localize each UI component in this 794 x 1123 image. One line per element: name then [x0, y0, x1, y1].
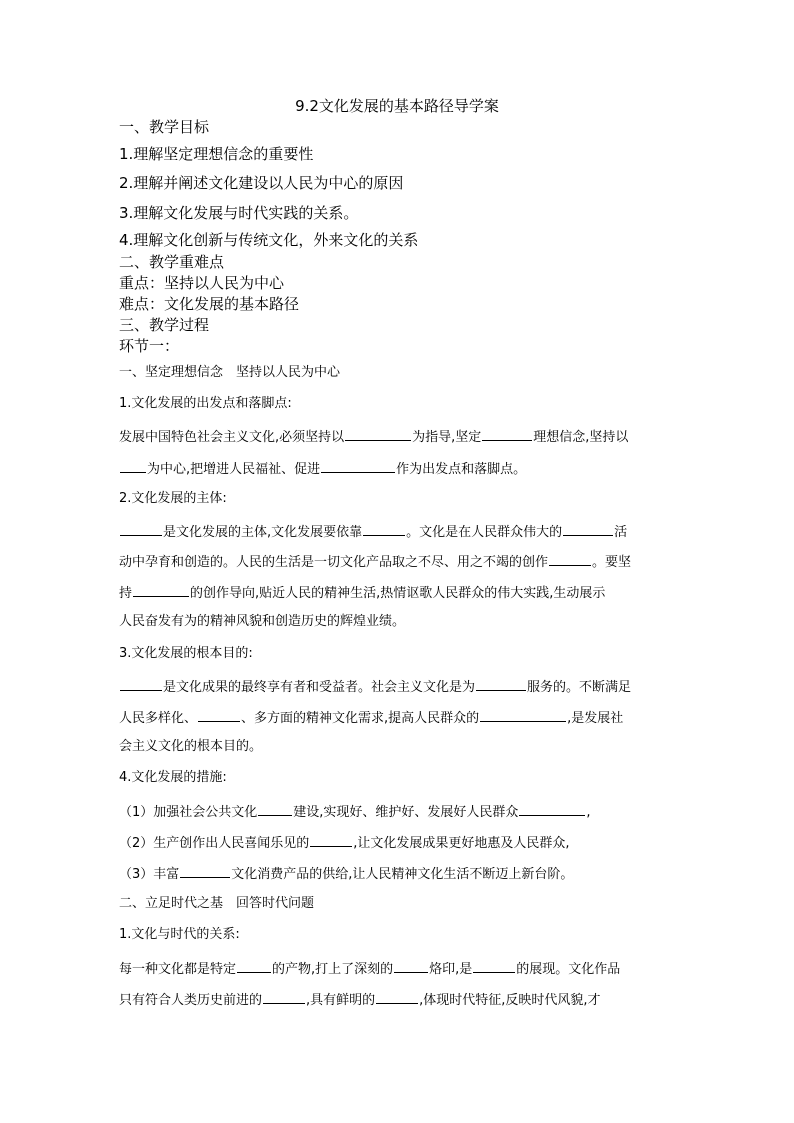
question-title: 1.文化与时代的关系: — [119, 927, 240, 942]
section-heading-process: 三、教学过程 — [119, 316, 210, 334]
paragraph-line: 会主义文化的根本目的。 — [119, 739, 263, 754]
answer-blank[interactable] — [180, 865, 230, 878]
difficult-point: 难点：文化发展的基本路径 — [119, 295, 300, 313]
section-heading-objectives: 一、教学目标 — [119, 118, 210, 136]
answer-blank[interactable] — [120, 523, 162, 536]
answer-blank[interactable] — [376, 991, 418, 1004]
paragraph-line: 人民奋发有为的精神风貌和创造历史的辉煌业绩。 — [119, 614, 406, 629]
answer-blank[interactable] — [198, 709, 240, 722]
measure-item: （2）生产创作出人民喜闻乐见的 ,让文化发展成果更好地惠及人民群众, — [119, 836, 570, 851]
answer-blank[interactable] — [321, 460, 395, 473]
answer-blank[interactable] — [263, 991, 305, 1004]
fill-line: 是文化成果的最终享有者和受益者。社会主义文化是为 服务的。不断满足 — [119, 678, 631, 694]
answer-blank[interactable] — [549, 553, 591, 566]
answer-blank[interactable] — [519, 803, 585, 816]
answer-blank[interactable] — [363, 523, 405, 536]
answer-blank[interactable] — [476, 678, 526, 691]
answer-blank[interactable] — [258, 803, 292, 816]
part2-heading: 二、立足时代之基 回答时代问题 — [119, 896, 315, 911]
section-heading-keypoints: 二、教学重难点 — [119, 253, 225, 271]
answer-blank[interactable] — [133, 584, 189, 597]
answer-blank[interactable] — [473, 960, 515, 973]
fill-line: 发展中国特色社会主义文化,必须坚持以 为指导,坚定 理想信念,坚持以 — [119, 430, 629, 445]
objective-item: 1.理解坚定理想信念的重要性 — [119, 145, 314, 163]
objective-item: 3.理解文化发展与时代实践的关系。 — [119, 204, 359, 222]
process-link-label: 环节一： — [119, 337, 180, 355]
answer-blank[interactable] — [120, 460, 146, 473]
fill-line: 为中心,把增进人民福祉、促进 作为出发点和落脚点。 — [119, 460, 526, 476]
key-point: 重点：坚持以人民为中心 — [119, 274, 285, 292]
fill-line: 每一种文化都是特定 的产物,打上了深刻的 烙印,是 的展现。文化作品 — [119, 962, 621, 977]
question-title: 2.文化发展的主体: — [119, 491, 227, 506]
answer-blank[interactable] — [480, 709, 566, 722]
measure-item: （1）加强社会公共文化 建设,实现好、维护好、发展好人民群众 , — [119, 805, 591, 820]
objective-item: 2.理解并阐述文化建设以人民为中心的原因 — [119, 174, 404, 192]
fill-line: 持 的创作导向,贴近人民的精神生活,热情讴歌人民群众的伟大实践,生动展示 — [119, 586, 606, 601]
document-title: 9.2文化发展的基本路径导学案 — [295, 97, 499, 115]
answer-blank[interactable] — [120, 678, 162, 691]
question-title: 1.文化发展的出发点和落脚点: — [119, 396, 292, 411]
fill-line: 是文化发展的主体,文化发展要依靠 。文化是在人民群众伟大的 活 — [119, 523, 627, 539]
measure-item: （3）丰富 文化消费产品的供给,让人民精神文化生活不断迈上新台阶。 — [119, 867, 574, 882]
answer-blank[interactable] — [563, 523, 613, 536]
question-title: 3.文化发展的根本目的: — [119, 646, 253, 661]
answer-blank[interactable] — [310, 834, 352, 847]
fill-line: 只有符合人类历史前进的 ,具有鲜明的 ,体现时代特征,反映时代风貌,才 — [119, 993, 601, 1008]
fill-line: 动中孕育和创造的。人民的生活是一切文化产品取之不尽、用之不竭的创作 。要坚 — [119, 555, 632, 570]
answer-blank[interactable] — [237, 960, 271, 973]
answer-blank[interactable] — [482, 428, 532, 441]
answer-blank[interactable] — [394, 960, 428, 973]
answer-blank[interactable] — [345, 428, 411, 441]
question-title: 4.文化发展的措施: — [119, 770, 227, 785]
fill-line: 人民多样化、 、多方面的精神文化需求,提高人民群众的 ,是发展社 — [119, 711, 624, 726]
part1-heading: 一、坚定理想信念 坚持以人民为中心 — [119, 365, 341, 380]
objective-item: 4.理解文化创新与传统文化，外来文化的关系 — [119, 231, 419, 249]
